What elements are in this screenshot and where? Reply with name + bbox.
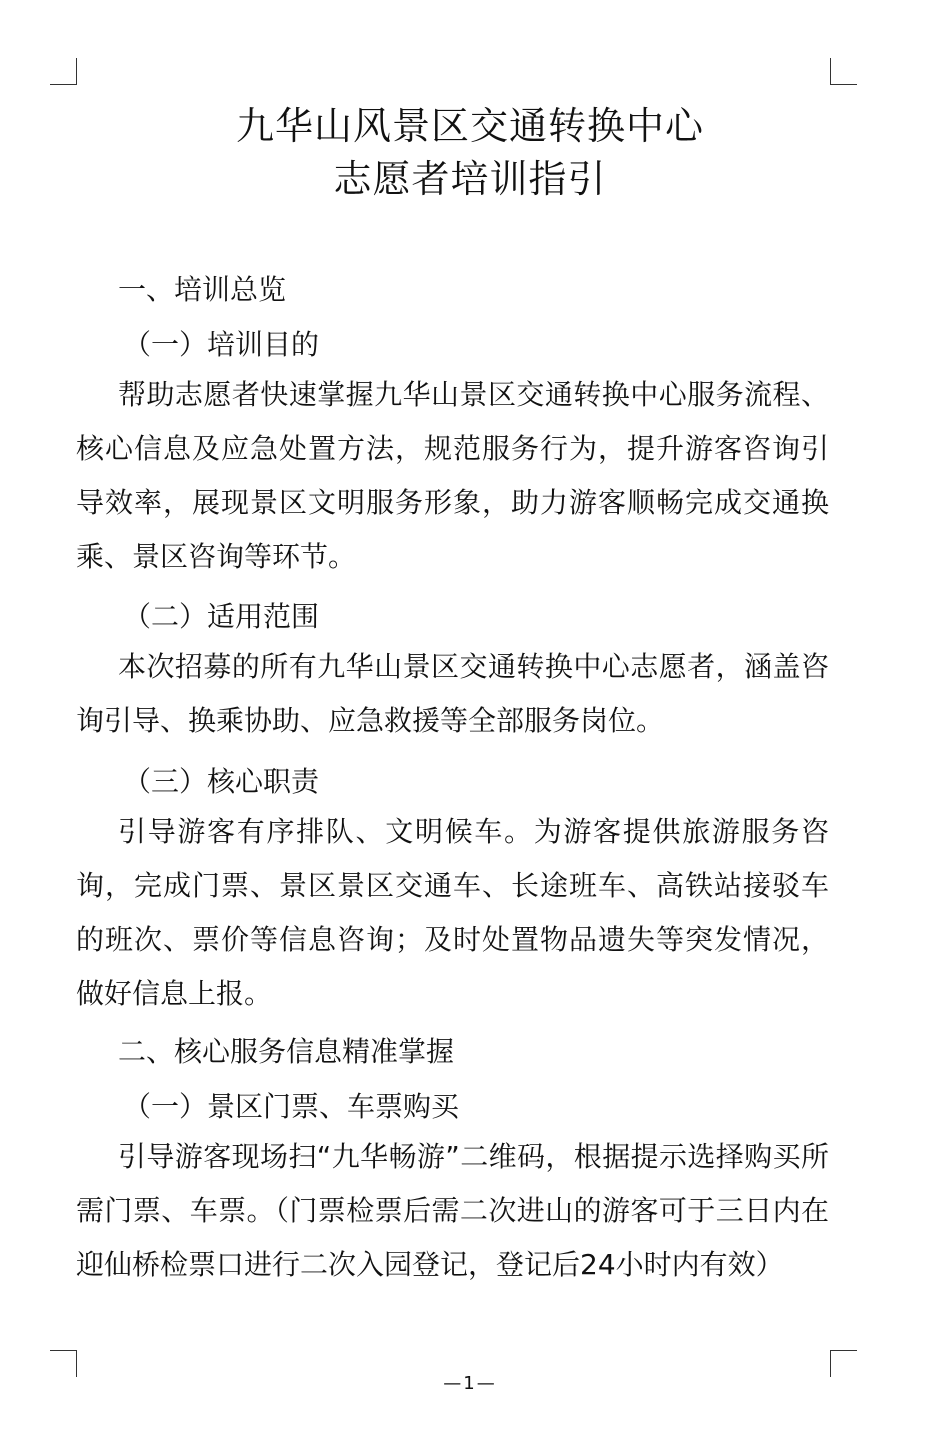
subsection-1-2-paragraph: 本次招募的所有九华山景区交通转换中心志愿者，涵盖咨询引导、换乘协助、应急救援等全部服务岗位。 xyxy=(76,650,829,737)
document-title-line-1: 九华山风景区交通转换中心 xyxy=(235,104,704,148)
subsection-1-2-heading: （二）适用范围 xyxy=(123,600,320,633)
crop-mark-top-left xyxy=(50,58,77,85)
subsection-2-1-heading: （一）景区门票、车票购买 xyxy=(123,1090,460,1123)
section-1-heading: 一、培训总览 xyxy=(118,273,287,306)
subsection-1-3-heading: （三）核心职责 xyxy=(123,765,320,798)
subsection-1-1-heading: （一）培训目的 xyxy=(123,328,320,361)
section-2-heading: 二、核心服务信息精准掌握 xyxy=(118,1035,455,1068)
subsection-1-1-paragraph: 帮助志愿者快速掌握九华山景区交通转换中心服务流程、核心信息及应急处置方法，规范服务行为，提升游客咨询引导效率，展现景区文明服务形象，助力游客顺畅完成交通换乘、景区咨询等环节。 xyxy=(76,378,829,573)
subsection-1-3-paragraph: 引导游客有序排队、文明候车。为游客提供旅游服务咨询，完成门票、景区景区交通车、长途班车、高铁站接驳车的班次、票价等信息咨询；及时处置物品遗失等突发情况，做好信息上报。 xyxy=(76,815,829,1010)
page-number: —1— xyxy=(443,1373,497,1394)
crop-mark-top-right xyxy=(830,58,857,85)
document-title-line-2: 志愿者培训指引 xyxy=(333,157,607,201)
subsection-2-1-paragraph: 引导游客现场扫“九华畅游”二维码，根据提示选择购买所需门票、车票。（门票检票后需二次进山的游客可于三日内在迎仙桥检票口进行二次入园登记，登记后24小时内有效） xyxy=(76,1140,829,1281)
